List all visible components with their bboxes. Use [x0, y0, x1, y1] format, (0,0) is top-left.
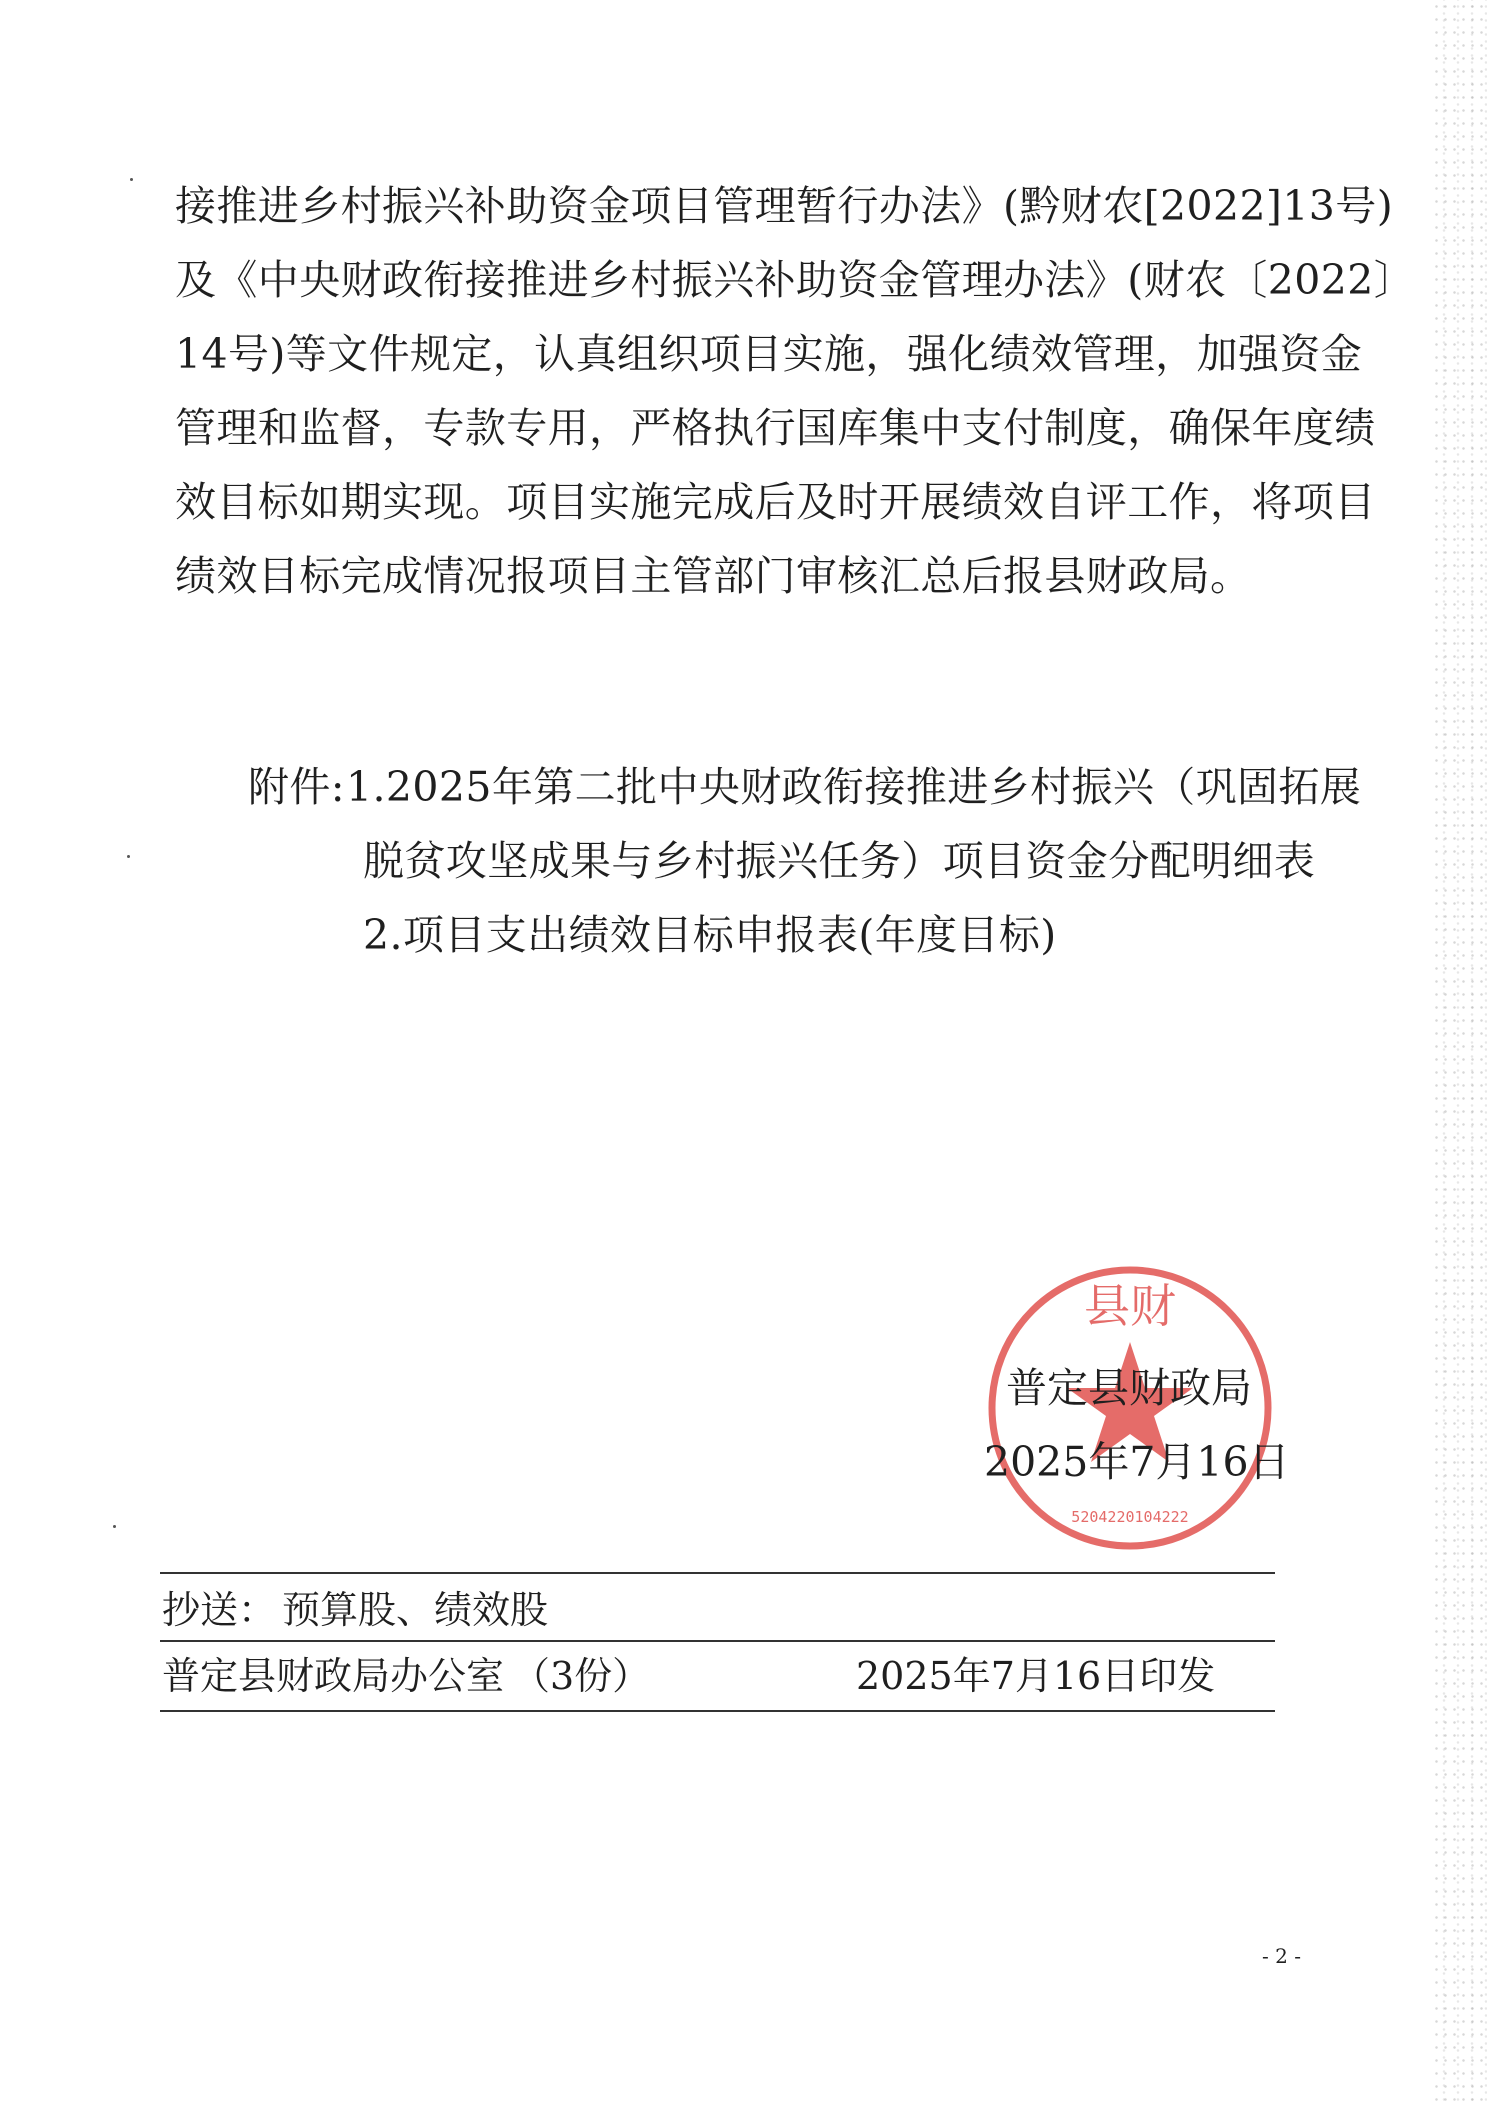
body-line-2: 及《中央财政衔接推进乡村振兴补助资金管理办法》(财农〔2022〕 — [175, 256, 1416, 304]
scan-edge-noise — [1432, 0, 1487, 2102]
body-line-5: 效目标如期实现。项目实施完成后及时开展绩效自评工作，将项目 — [175, 478, 1376, 526]
footer-middle-rule — [160, 1640, 1275, 1642]
body-line-3: 14号)等文件规定，认真组织项目实施，强化绩效管理，加强资金 — [175, 330, 1363, 378]
body-line-6: 绩效目标完成情况报项目主管部门审核汇总后报县财政局。 — [175, 552, 1252, 600]
attachment-item-2: 2.项目支出绩效目标申报表(年度目标) — [363, 911, 1057, 959]
footer-top-rule — [160, 1572, 1275, 1574]
issued-date: 2025年7月16日印发 — [856, 1654, 1216, 1698]
attachment-item-1-line-2: 脱贫攻坚成果与乡村振兴任务）项目资金分配明细表 — [363, 837, 1316, 885]
body-line-1: 接推进乡村振兴补助资金项目管理暂行办法》(黔财农[2022]13号) — [175, 182, 1394, 230]
cc-label: 抄送： — [162, 1588, 277, 1632]
page-number: - 2 - — [1262, 1944, 1301, 1968]
scan-dot — [113, 1525, 116, 1528]
scan-dot — [127, 855, 130, 858]
issuer: 普定县财政局办公室 — [162, 1654, 505, 1698]
attachment-item-1-line-1: 1.2025年第二批中央财政衔接推进乡村振兴（巩固拓展 — [346, 763, 1362, 811]
cc-value: 预算股、绩效股 — [282, 1588, 549, 1632]
signature-date: 2025年7月16日 — [984, 1438, 1290, 1486]
seal-serial: 5204220104222 — [1071, 1508, 1189, 1526]
scan-dot — [130, 178, 133, 181]
body-line-4: 管理和监督，专款专用，严格执行国库集中支付制度，确保年度绩 — [175, 404, 1376, 452]
copies: （3份） — [512, 1654, 651, 1698]
seal-text: 县财 — [1084, 1279, 1176, 1333]
attachment-label: 附件: — [248, 763, 346, 811]
signature-org: 普定县财政局 — [1006, 1364, 1252, 1412]
footer-bottom-rule — [160, 1710, 1275, 1712]
